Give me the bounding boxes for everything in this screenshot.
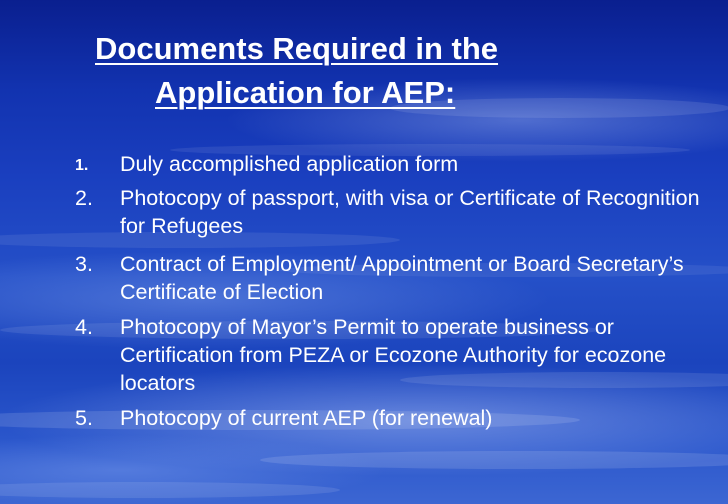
item-number: 5. bbox=[75, 406, 93, 430]
title-line-1: Documents Required in the bbox=[95, 31, 499, 66]
item-text: Photocopy of Mayor’s Permit to operate business or Certification from PEZA or Ecozone Authority for ecozone locators bbox=[120, 315, 667, 395]
item-text: Duly accomplished application form bbox=[120, 152, 459, 176]
item-text: Photocopy of passport, with visa or Certificate of Recognition for Refugees bbox=[120, 186, 700, 238]
item-number: 4. bbox=[75, 315, 93, 339]
item-text: Photocopy of current AEP (for renewal) bbox=[120, 406, 493, 430]
item-number: 1. bbox=[75, 157, 89, 174]
title-line-2: Application for AEP: bbox=[155, 75, 456, 110]
item-number: 2. bbox=[75, 186, 93, 210]
item-number: 3. bbox=[75, 252, 93, 276]
item-text: Contract of Employment/ Appointment or Board Secretary’s Certificate of Election bbox=[120, 252, 684, 304]
